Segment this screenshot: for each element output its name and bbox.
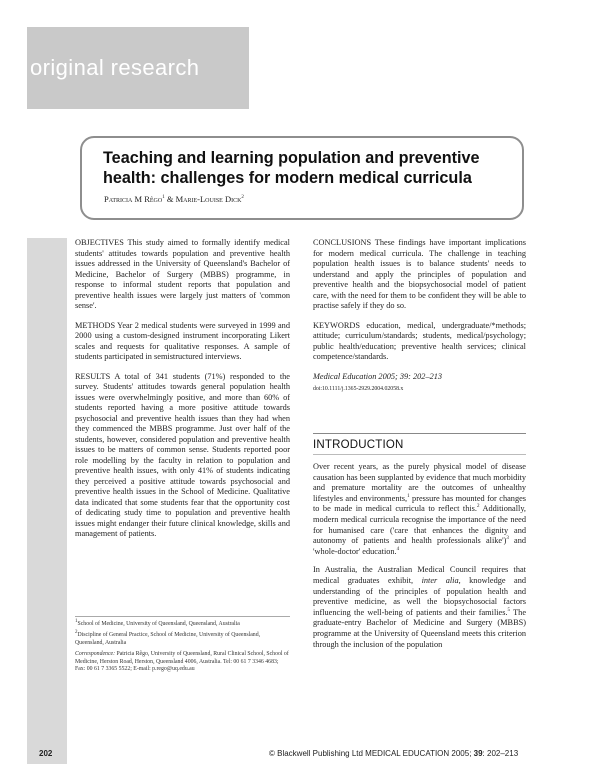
affiliation-marker: 2 [241, 195, 244, 201]
abstract-keywords [313, 321, 526, 363]
doi: doi:10.1111/j.1365-2929.2004.02058.x [313, 386, 404, 392]
section-divider [313, 433, 526, 434]
section-label: METHODS [75, 320, 116, 330]
section-text: A total of 341 students (71%) responded to the survey. Students' attitudes towards general population health issues were overwhelmingly positive, and more than 60% of students reported having a more positive attitude towards psychosocial and preventive health issues than they had when they commenced the MBBS programme. Just over half of the students, however, considered population and preventive health issues to be matters of common sense. Students reported poor role modelling by the faculty in relation to population and preventive health issues, with only 41% of students indicating they perceived a positive attitude towards psychosocial and preventive health issues in the School of Medicine. Qualitative data indicated that some students fear that the opportunity cost of dedicating study time to population and preventive health issues might endanger their future clinical knowledge, skills and management of patients. [75, 371, 290, 538]
footnote-affiliation-2: $^2$Discipline of General Practice, School of Medicine, University of Queensland, Queensland, Australia [75, 630, 261, 646]
footnote-divider [75, 616, 290, 617]
abstract-sidebar [27, 238, 67, 764]
article-title: Teaching and learning population and preventive health: challenges for modern medical curricula [103, 149, 480, 187]
abstract-results [75, 372, 290, 540]
journal-citation: Medical Education 2005; 39: 202–213 [313, 371, 443, 381]
section-label: RESULTS [75, 371, 111, 381]
section-text: Year 2 medical students were surveyed in 1999 and 2000 using a custom-designed instrument incorporating Likert scales and requests for qualitative responses. A sample of students participated in semistructured interviews. [75, 320, 290, 361]
section-text: This study aimed to formally identify medical students' attitudes towards population and preventive health issues addressed in the University of Queensland's Bachelor of Medicine, Bachelor of Surgery (MBBS) programme, in response to informal student reports that population and preventive health issues were largely just matters of 'common sense'. [75, 238, 290, 310]
section-text: education, medical, undergraduate/*methods; attitude; curriculum/standards; students, medical/psychology; public health/education; preventive health services; clinical competence/standards. [313, 320, 526, 361]
section-banner-label: original research [30, 55, 200, 80]
author-name: Patricia M Rêgo [104, 194, 163, 204]
abstract-right-column [313, 238, 526, 395]
section-label: KEYWORDS [313, 320, 361, 330]
introduction-heading: INTRODUCTION [313, 439, 404, 451]
section-text: These findings have important implications for modern medical curricula. The challenge in teaching population health issues is to balance students' needs to understand and apply the principles of population and preventive health and the biopsychosocial model of patient care, with the need for them to be confident they will be able to practise safely if they do so. [313, 238, 526, 310]
author-name: Marie-Louise Dick [175, 194, 242, 204]
author-joiner: & [164, 194, 176, 204]
introduction-body [313, 462, 526, 658]
abstract-objectives [75, 238, 290, 312]
section-label: CONCLUSIONS [313, 238, 372, 247]
abstract-conclusions [313, 238, 526, 312]
author-line [104, 194, 244, 204]
abstract-methods [75, 321, 290, 363]
abstract-left-column [75, 238, 290, 549]
page-footer: © Blackwell Publishing Ltd MEDICAL EDUCATION 2005; 39: 202–213 [269, 749, 519, 758]
page-number: 202 [39, 749, 53, 758]
footnotes [75, 621, 290, 677]
intro-paragraph-1: Over recent years, as the purely physical model of disease causation has been supplanted by evidence that much morbidity and premature mortality are the outcomes of unhealthy lifestyles and environments,$^1$ pressure has mounted for changes to be made in medical curricula to reflect this.$^2$ Additionally, modern medical curricula recognise the importance of the need for humanised care ('care that enhances the dignity and autonomy of patients and health professionals alike')$^3$ and 'whole-doctor' education.$^4$ [313, 462, 526, 556]
footnote-correspondence: Correspondence: Patricia Rêgo, University of Queensland, Rural Clinical School, School of Medicine, Herston Road, Herston, Queensland 4006, Australia. Tel: 00 61 7 3346 4683; Fax: 00 61 7 3365 5522; E-mail: p.rego@uq.edu.au [75, 651, 289, 673]
section-label: OBJECTIVES [75, 238, 124, 247]
heading-underline [313, 454, 526, 455]
footnote-affiliation-1: $^1$School of Medicine, University of Queensland, Queensland, Australia [75, 619, 240, 627]
intro-paragraph-2: In Australia, the Australian Medical Council requires that medical graduates exhibit, inter alia, knowledge and understanding of the principles of population health and preventive medicine, as well the biopsychosocial factors influencing the well-being of patients and their families.$^5$ The graduate-entry Bachelor of Medicine and Surgery (MBBS) programme at the University of Queensland meets this criterion through the inclusion of the population [313, 565, 527, 649]
affiliation-marker: 1 [162, 195, 165, 201]
